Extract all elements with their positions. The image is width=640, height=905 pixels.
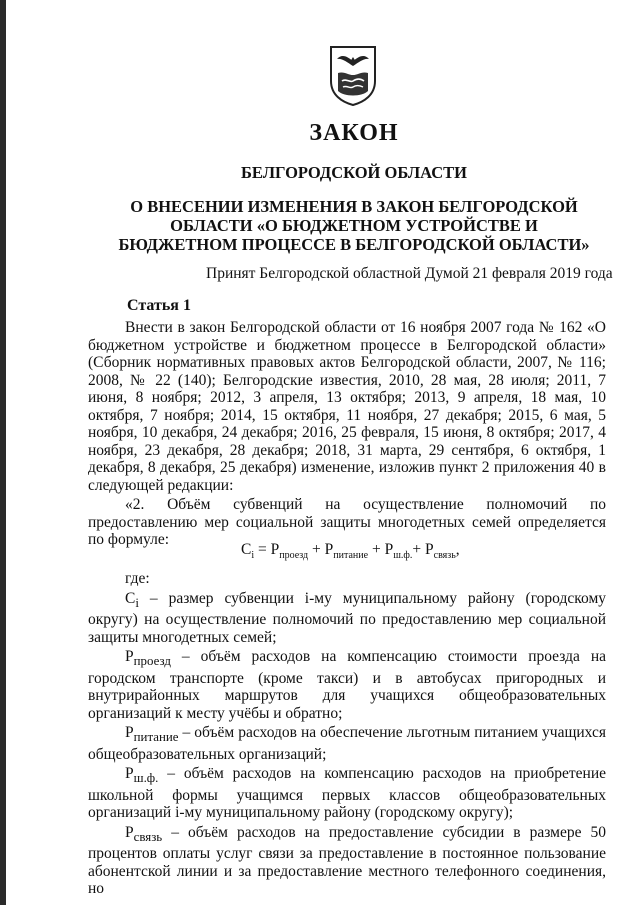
definition-text: – объём расходов на компенсацию расходов на приобретение школьной формы учащимся первых классов общеобразовательных организаций i-му муниципальному району (городскому округу); [88, 765, 606, 822]
article-body [88, 319, 606, 551]
definition-item [88, 765, 606, 822]
formula-end: , [455, 541, 460, 558]
definition-item [88, 590, 606, 647]
definition-item [88, 648, 606, 722]
document-title: ЗАКОН [309, 120, 399, 146]
formula-term-sub: питание [333, 550, 369, 562]
formula-plus: + [412, 541, 422, 558]
formula-term: P [384, 541, 394, 558]
definition-symbol: P [125, 724, 134, 742]
formula-term-sub: связь [433, 550, 456, 562]
formula-eq: = [258, 541, 267, 558]
law-subject: О ВНЕСЕНИИ ИЗМЕНЕНИЯ В ЗАКОН БЕЛГОРОДСКОЙ ОБЛАСТИ «О БЮДЖЕТНОМ УСТРОЙСТВЕ И БЮДЖЕТНОМ ПРОЦЕССЕ В БЕЛГОРОДСКОЙ ОБЛАСТИ» [118, 197, 590, 254]
definition-symbol-sub: связь [133, 828, 163, 844]
point-2-paragraph: «2. Объём субвенций на осуществление полномочий по предоставлению мер социальной защиты многодетных семей определяется по формуле: [88, 496, 606, 548]
definition-item [88, 824, 606, 898]
formula-term: P [270, 541, 280, 558]
region-title: БЕЛГОРОДСКОЙ ОБЛАСТИ [241, 163, 467, 182]
definition-text: – размер субвенции i-му муниципальному району (городскому округу) на осуществление полномочий по предоставлению мер социальной защиты многодетных семей; [88, 589, 606, 646]
formula-lhs: C [241, 541, 252, 558]
formula-term: P [324, 541, 334, 558]
definitions-list [88, 570, 606, 900]
definition-symbol-sub: i [135, 594, 139, 610]
definition-symbol: P [125, 765, 134, 783]
definition-symbol-sub: проезд [133, 653, 171, 669]
adoption-note: Принят Белгородской областной Думой 21 февраля 2019 года [206, 265, 613, 282]
where-label: где: [125, 570, 150, 587]
definition-text: – объём расходов на обеспечение льготным питанием учащихся общеобразовательных организаций; [88, 724, 606, 763]
definition-text: – объём расходов на предоставление субсидии в размере 50 процентов оплаты услуг связи за предоставление в постоянное пользование абонентской линии и за предоставление местного телефонного соединения, но [88, 823, 606, 898]
definition-symbol: P [125, 648, 134, 666]
formula-plus: + [312, 541, 321, 558]
formula-term-sub: проезд [279, 550, 309, 562]
definition-symbol: P [125, 823, 134, 841]
definition-symbol: C [125, 589, 136, 607]
coat-of-arms-emblem [328, 45, 378, 107]
formula-plus: + [371, 541, 381, 558]
definition-symbol-sub: питание [133, 729, 179, 745]
definition-item [88, 724, 606, 763]
article-heading: Статья 1 [127, 297, 191, 314]
definition-text: – объём расходов на компенсацию стоимости проезда на городском транспорте (кроме такси) и в автобусах пригородных и внутрирайонных маршрутов для учащихся общеобразовательных организаций к месту учёбы и обратно; [88, 648, 606, 722]
definition-symbol-sub: ш.ф. [133, 770, 159, 786]
intro-paragraph: Внести в закон Белгородской области от 16 ноября 2007 года № 162 «О бюджетном устройстве и бюджетном процессе в Белгородской области» (Сборник нормативных правовых актов Белгородской области, 2007, № 116; 2008, № 22 (140); Белгородские известия, 2010, 28 мая, 28 июля; 2011, 7 июня, 8 ноября; 2012, 3 апреля, 13 октября; 2013, 9 апреля, 18 мая, 10 октября, 7 ноября; 2014, 15 октября, 11 ноября, 27 декабря; 2015, 6 мая, 5 ноября, 10 декабря, 24 декабря; 2016, 25 февраля, 15 июня, 8 октября; 2017, 4 ноября, 23 декабря, 28 декабря; 2018, 31 марта, 29 сентября, 6 октября, 1 декабря, 8 декабря, 25 декабря) изменение, изложив пункт 2 приложения 40 в следующей редакции: [88, 319, 606, 494]
formula-term-sub: ш.ф. [393, 550, 413, 562]
formula-lhs-sub: i [251, 550, 255, 562]
subvention-formula [241, 541, 460, 561]
formula-term: P [425, 541, 434, 558]
